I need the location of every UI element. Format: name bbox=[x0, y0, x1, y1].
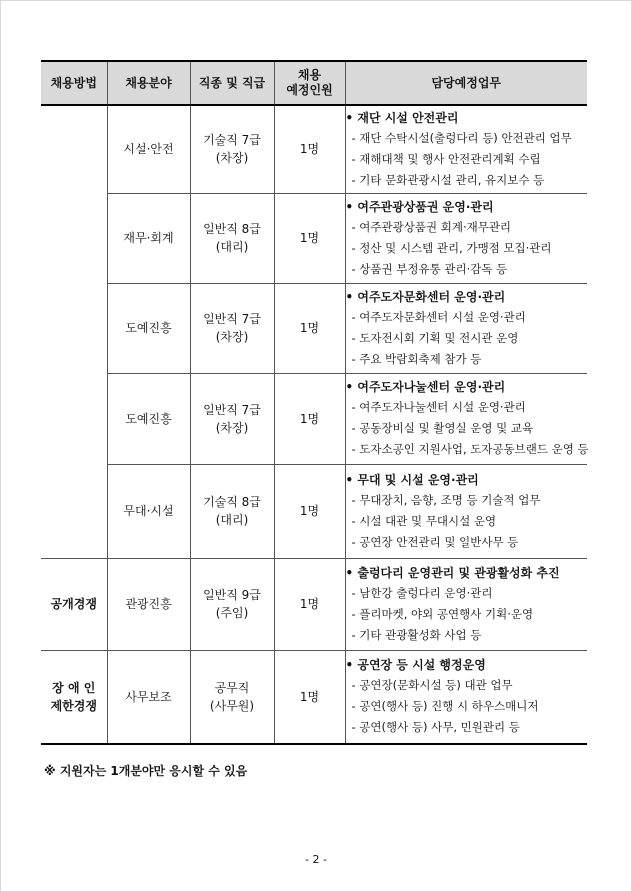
field-cell: 재무·회계 bbox=[107, 193, 190, 283]
position-cell bbox=[190, 464, 274, 558]
position-grade: 일반직 7급 bbox=[203, 402, 261, 417]
count-cell: 1명 bbox=[274, 193, 345, 283]
duty-title: • 출렁다리 운영관리 및 관광활성화 추진 bbox=[345, 565, 560, 580]
table-row bbox=[41, 558, 587, 650]
header-method: 채용방법 bbox=[41, 61, 107, 105]
position-cell bbox=[190, 283, 274, 373]
duty-item: - 공연장 안전관리 및 일반사무 등 bbox=[351, 534, 519, 549]
header-count-line2: 예정인원 bbox=[286, 83, 333, 97]
duty-item: - 기타 관광활성화 사업 등 bbox=[351, 627, 482, 642]
duty-title: • 재단 시설 안전관리 bbox=[345, 110, 459, 125]
position-grade: 일반직 9급 bbox=[203, 588, 261, 602]
recruitment-table bbox=[41, 60, 587, 745]
duty-item: - 도자전시회 기획 및 전시관 운영 bbox=[351, 330, 519, 345]
position-cell bbox=[190, 105, 274, 193]
method-line1: 장 애 인 bbox=[52, 680, 96, 695]
position-grade: 일반직 8급 bbox=[203, 222, 261, 236]
table-row bbox=[41, 283, 587, 373]
method-cell-open-competition: 공개경쟁 bbox=[41, 558, 107, 650]
position-title: (주임) bbox=[215, 606, 249, 620]
count-cell: 1명 bbox=[274, 373, 345, 464]
count-cell: 1명 bbox=[274, 283, 345, 373]
duties-cell bbox=[345, 650, 587, 744]
duties-cell bbox=[345, 373, 587, 464]
method-cell-disabled-limited bbox=[41, 650, 107, 744]
duty-item: - 공연장(문화시설 등) 대관 업무 bbox=[351, 678, 513, 693]
duties-cell bbox=[345, 105, 587, 193]
duty-item: - 재해대책 및 행사 안전관리계획 수립 bbox=[351, 151, 541, 166]
duty-item: - 여주도자나눌센터 시설 운영·관리 bbox=[351, 400, 526, 414]
count-cell: 1명 bbox=[274, 650, 345, 744]
header-duties: 담당예정업무 bbox=[345, 61, 587, 105]
duty-item: - 재단 수탁시설(출렁다리 등) 안전관리 업무 bbox=[351, 130, 572, 145]
table-row bbox=[41, 650, 587, 744]
position-grade: 기술직 7급 bbox=[203, 133, 261, 148]
duty-item: - 기타 문화관광시설 관리, 유지보수 등 bbox=[351, 172, 545, 187]
field-cell: 사무보조 bbox=[107, 650, 190, 744]
duty-item: - 플리마켓, 야외 공연행사 기획·운영 bbox=[351, 606, 534, 621]
count-cell: 1명 bbox=[274, 464, 345, 558]
field-cell: 도예진흥 bbox=[107, 373, 190, 464]
duty-item: - 공연(행사 등) 진행 시 하우스매니저 bbox=[351, 699, 539, 714]
position-cell bbox=[190, 373, 274, 464]
field-cell: 시설·안전 bbox=[107, 105, 190, 193]
duty-title: • 공연장 등 시설 행정운영 bbox=[345, 658, 486, 673]
duties-cell bbox=[345, 558, 587, 650]
table-row bbox=[41, 464, 587, 558]
duty-title: • 여주관광상품권 운영·관리 bbox=[345, 199, 494, 214]
table-row bbox=[41, 193, 587, 283]
duty-title: • 무대 및 시설 운영·관리 bbox=[345, 472, 479, 487]
duty-item: - 정산 및 시스템 관리, 가맹점 모집·관리 bbox=[351, 240, 552, 255]
count-cell: 1명 bbox=[274, 558, 345, 650]
position-title: (차장) bbox=[215, 330, 249, 344]
table-header-row bbox=[41, 61, 587, 105]
duty-item: - 도자소공인 지원사업, 도자공동브랜드 운영 등 bbox=[351, 442, 589, 456]
page-number: - 2 - bbox=[305, 853, 327, 866]
field-cell: 관광진흥 bbox=[107, 558, 190, 650]
position-cell bbox=[190, 650, 274, 744]
position-grade: 일반직 7급 bbox=[203, 312, 261, 326]
field-cell: 무대·시설 bbox=[107, 464, 190, 558]
duty-item: - 공연(행사 등) 사무, 민원관리 등 bbox=[351, 720, 520, 735]
method-cell-open-upper bbox=[41, 105, 107, 558]
duty-item: - 남한강 출렁다리 운영·관리 bbox=[351, 585, 493, 600]
header-position: 직종 및 직급 bbox=[190, 61, 274, 105]
duty-item: - 주요 박람회축제 참가 등 bbox=[351, 351, 482, 366]
position-grade: 기술직 8급 bbox=[203, 495, 261, 509]
position-cell bbox=[190, 193, 274, 283]
duties-cell bbox=[345, 464, 587, 558]
position-cell bbox=[190, 558, 274, 650]
header-field: 채용분야 bbox=[107, 61, 190, 105]
duty-title: • 여주도자나눌센터 운영·관리 bbox=[345, 380, 506, 394]
duties-cell bbox=[345, 193, 587, 283]
duty-item: - 시설 대관 및 무대시설 운영 bbox=[351, 513, 497, 528]
position-title: (차장) bbox=[215, 420, 249, 435]
header-count bbox=[274, 61, 345, 105]
duty-item: - 공동장비실 및 촬영실 운영 및 교육 bbox=[351, 421, 534, 435]
method-line2: 제한경쟁 bbox=[50, 698, 97, 713]
position-title: (차장) bbox=[215, 151, 249, 166]
field-cell: 도예진흥 bbox=[107, 283, 190, 373]
duty-item: - 상품권 부정유통 관리·감독 등 bbox=[351, 261, 508, 276]
duties-cell bbox=[345, 283, 587, 373]
position-title: (사무원) bbox=[209, 698, 255, 713]
count-cell: 1명 bbox=[274, 105, 345, 193]
duty-title: • 여주도자문화센터 운영·관리 bbox=[345, 289, 506, 304]
position-grade: 공무직 bbox=[214, 680, 250, 695]
footnote: ※ 지원자는 1개분야만 응시할 수 있음 bbox=[44, 764, 248, 778]
position-title: (대리) bbox=[215, 240, 249, 254]
table-row bbox=[41, 373, 587, 464]
duty-item: - 무대장치, 음향, 조명 등 기술적 업무 bbox=[351, 492, 541, 507]
position-title: (대리) bbox=[215, 513, 249, 527]
table-row bbox=[41, 105, 587, 193]
duty-item: - 여주도자문화센터 시설 운영·관리 bbox=[351, 309, 526, 324]
header-count-line1: 채용 bbox=[297, 68, 322, 82]
duty-item: - 여주관광상품권 회계·재무관리 bbox=[351, 219, 512, 234]
